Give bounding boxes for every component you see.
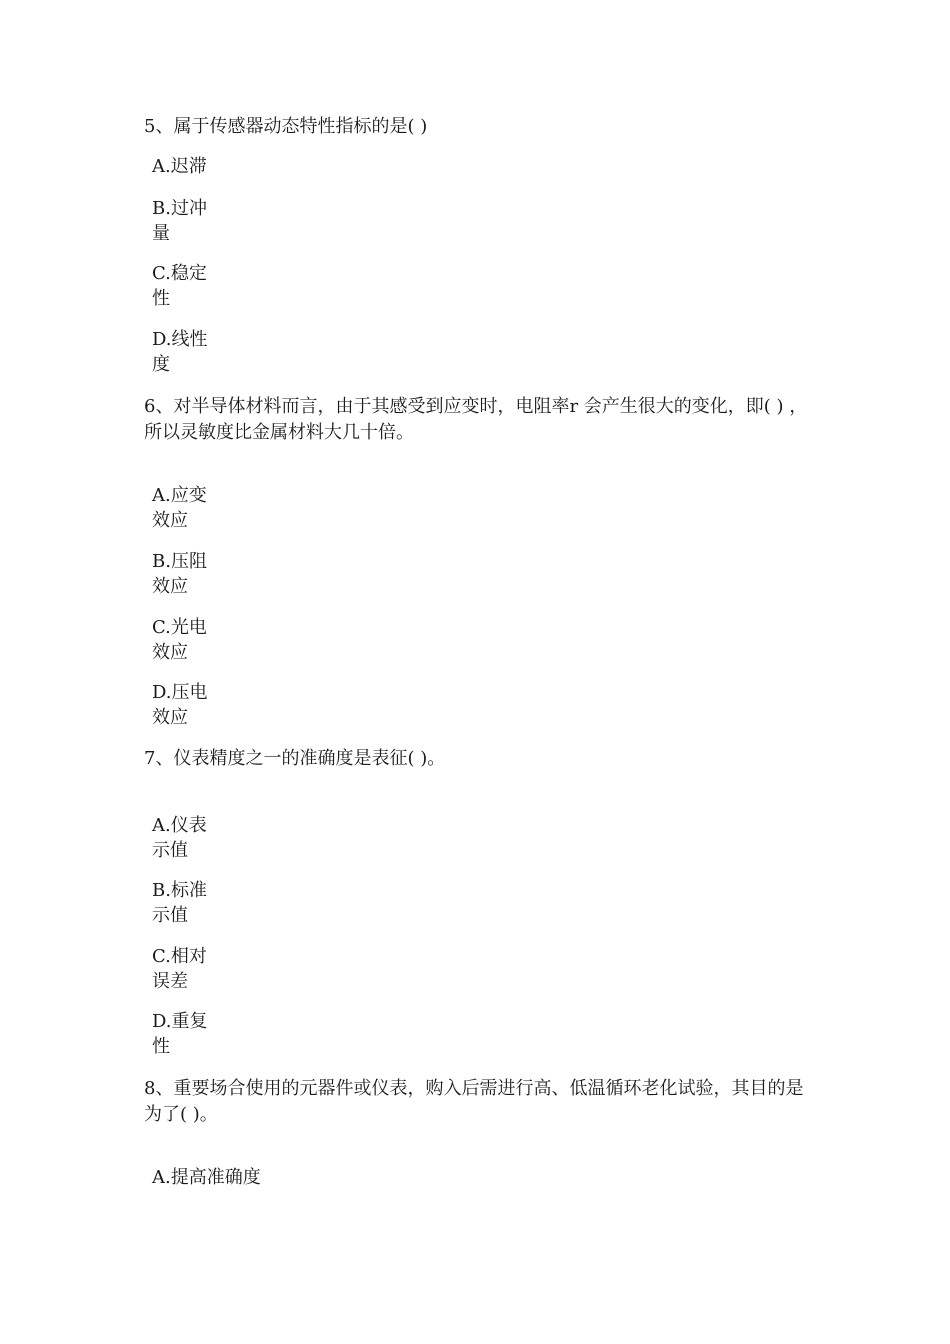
option-5b: B.过冲量 (152, 198, 207, 244)
option-5a: A.迟滞 (152, 156, 207, 177)
option-7a: A.仪表示值 (152, 815, 207, 861)
option-5d: D.线性度 (152, 329, 208, 375)
question-5: 5、属于传感器动态特性指标的是( ) (144, 116, 428, 137)
option-6c: C.光电效应 (152, 617, 207, 663)
question-6: 6、对半导体材料而言，由于其感受到应变时，电阻率r 会产生很大的变化，即( ) ，所以灵敏度比金属材料大几十倍。 (144, 396, 808, 443)
question-7: 7、仪表精度之一的准确度是表征( )。 (144, 748, 446, 769)
option-7b: B.标准示值 (152, 880, 207, 926)
option-7d: D.重复性 (152, 1011, 208, 1057)
option-6b: B.压阻效应 (152, 551, 207, 597)
question-8: 8、重要场合使用的元器件或仪表，购入后需进行高、低温循环老化试验，其目的是为了( )。 (144, 1078, 804, 1125)
option-5c: C.稳定性 (152, 263, 207, 309)
option-7c: C.相对误差 (152, 946, 207, 992)
option-6d: D.压电效应 (152, 682, 208, 728)
option-6a: A.应变效应 (152, 485, 207, 531)
option-8a: A.提高准确度 (152, 1167, 261, 1188)
